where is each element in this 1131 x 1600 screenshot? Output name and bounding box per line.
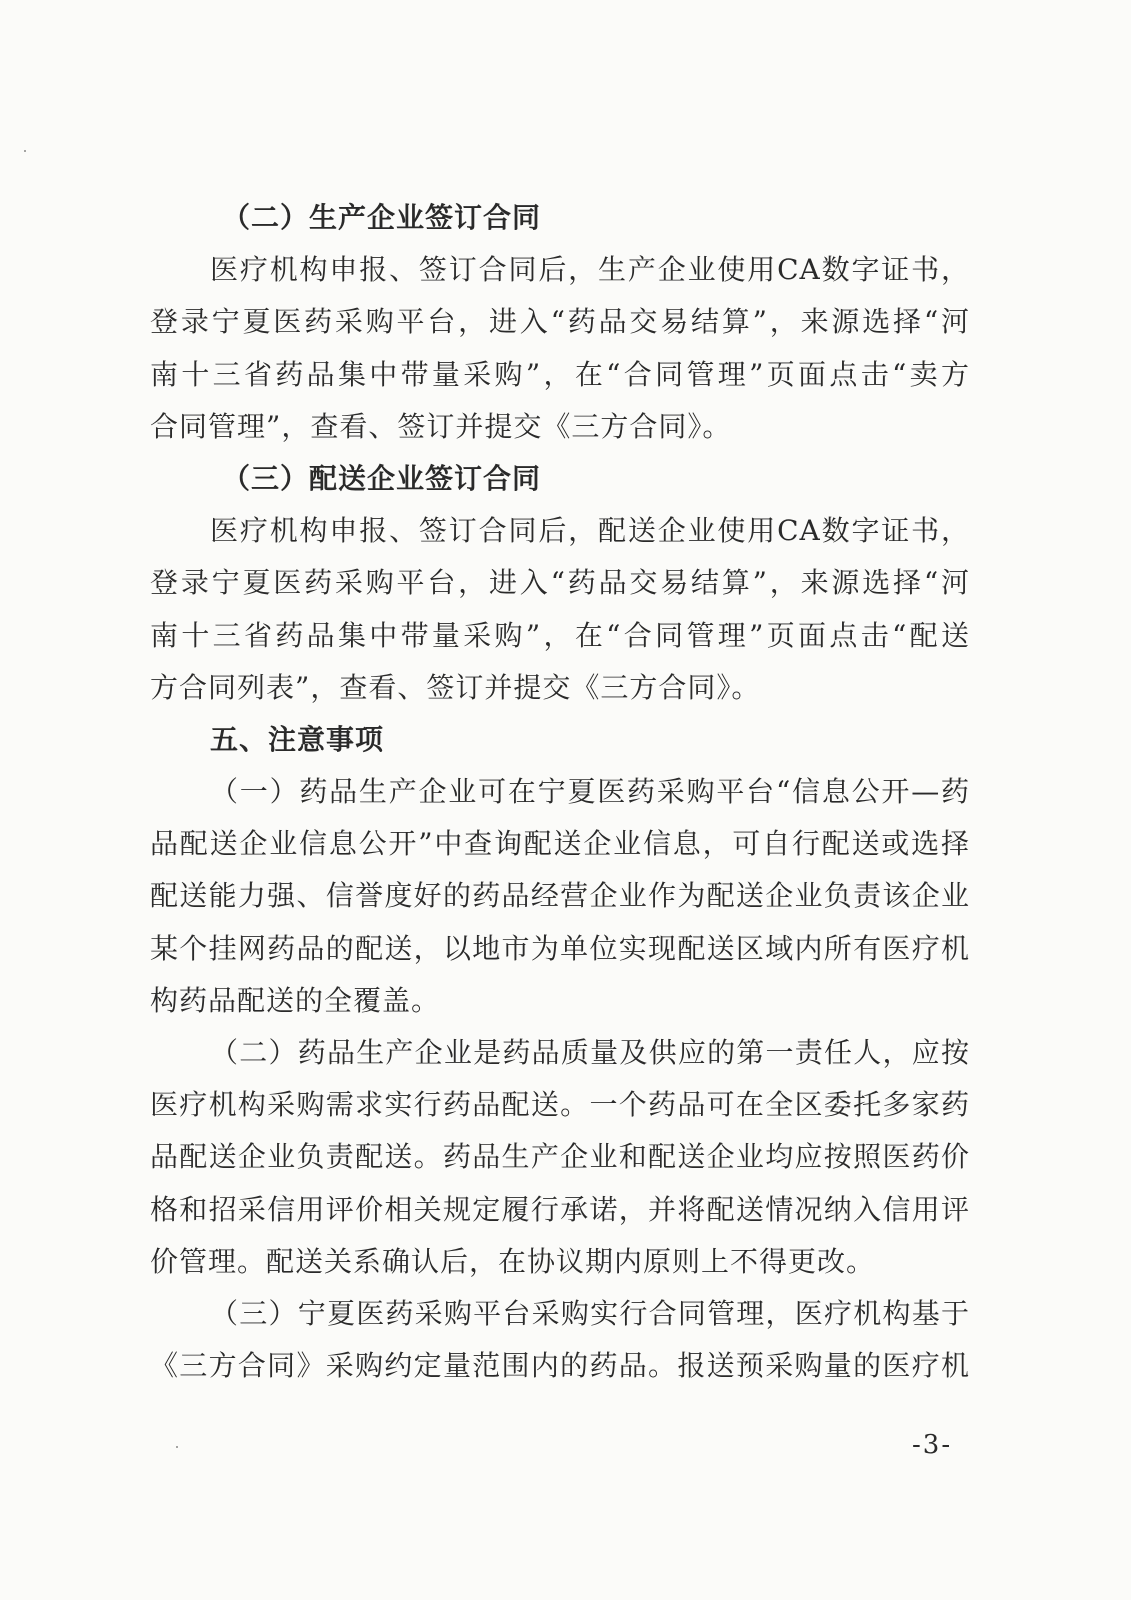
paragraph-line: （二）药品生产企业是药品质量及供应的第一责任人，应按 bbox=[210, 1036, 970, 1069]
paragraph-line: 某个挂网药品的配送，以地市为单位实现配送区域内所有医疗机 bbox=[150, 931, 970, 965]
paragraph-line: 南十三省药品集中带量采购”，在“合同管理”页面点击“卖方 bbox=[150, 357, 970, 391]
paragraph-line: 登录宁夏医药采购平台，进入“药品交易结算”，来源选择“河 bbox=[150, 305, 970, 339]
paragraph-line: （一）药品生产企业可在宁夏医药采购平台“信息公开—药 bbox=[210, 775, 970, 809]
heading-manufacturer-contract: （二）生产企业签订合同 bbox=[222, 201, 542, 234]
paragraph-line: 《三方合同》采购约定量范围内的药品。报送预采购量的医疗机 bbox=[150, 1349, 970, 1383]
heading-notes: 五、注意事项 bbox=[210, 722, 385, 756]
paragraph-line: 配送能力强、信誉度好的药品经营企业作为配送企业负责该企业 bbox=[150, 879, 970, 913]
paragraph-line: 南十三省药品集中带量采购”，在“合同管理”页面点击“配送 bbox=[150, 618, 970, 652]
paragraph-line: 医疗机构采购需求实行药品配送。一个药品可在全区委托多家药 bbox=[150, 1088, 970, 1122]
scan-speck bbox=[24, 150, 26, 152]
paragraph-line: 方合同列表”，查看、签订并提交《三方合同》。 bbox=[150, 670, 761, 704]
paragraph-line: 医疗机构申报、签订合同后，生产企业使用CA数字证书， bbox=[210, 253, 970, 287]
paragraph-line: 医疗机构申报、签订合同后，配送企业使用CA数字证书， bbox=[210, 514, 970, 548]
scan-speck bbox=[176, 1446, 178, 1448]
paragraph-line: 品配送企业负责配送。药品生产企业和配送企业均应按照医药价 bbox=[150, 1140, 970, 1174]
paragraph-line: 品配送企业信息公开”中查询配送企业信息，可自行配送或选择 bbox=[150, 827, 970, 861]
page-number: -3- bbox=[912, 1430, 953, 1460]
paragraph-line: 价管理。配送关系确认后，在协议期内原则上不得更改。 bbox=[150, 1244, 876, 1278]
document-body bbox=[150, 192, 970, 1392]
paragraph-line: 格和招采信用评价相关规定履行承诺，并将配送情况纳入信用评 bbox=[150, 1192, 970, 1226]
heading-distributor-contract: （三）配送企业签订合同 bbox=[222, 461, 542, 495]
paragraph-line: 登录宁夏医药采购平台，进入“药品交易结算”，来源选择“河 bbox=[150, 566, 970, 600]
paragraph-line: 合同管理”，查看、签订并提交《三方合同》。 bbox=[150, 409, 732, 443]
paragraph-line: 构药品配送的全覆盖。 bbox=[150, 983, 441, 1017]
paragraph-line: （三）宁夏医药采购平台采购实行合同管理，医疗机构基于 bbox=[210, 1296, 970, 1330]
